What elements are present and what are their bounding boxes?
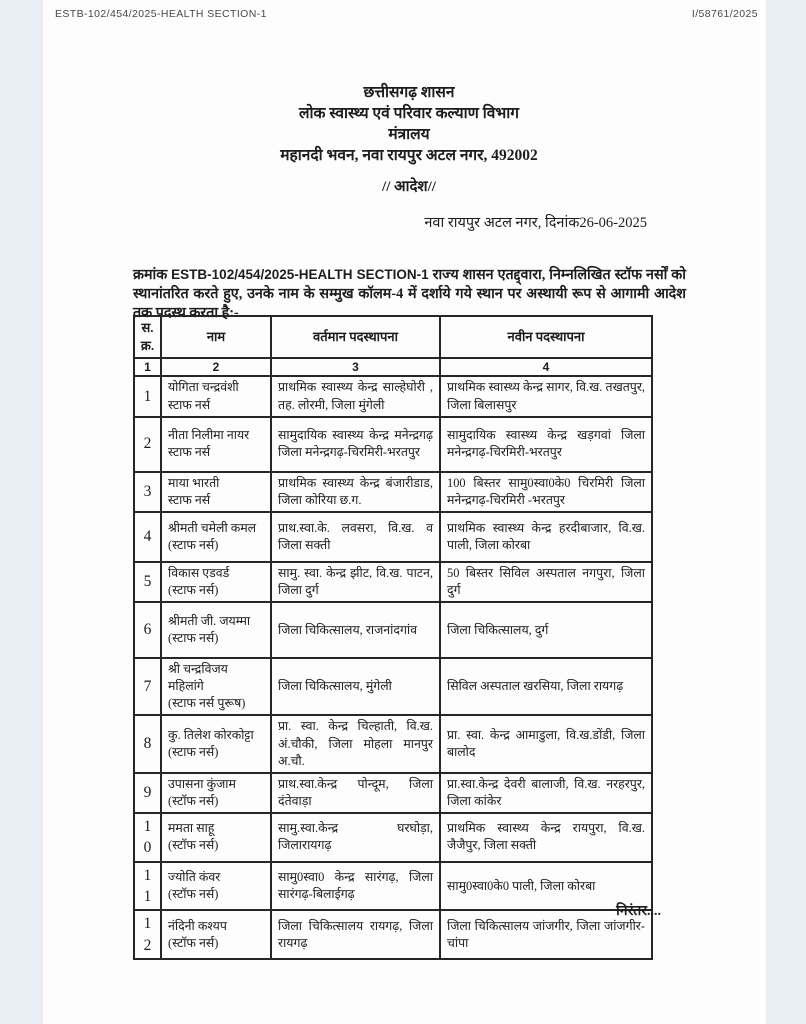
person-designation: (स्टाफ नर्स)	[168, 631, 219, 646]
person-designation: (स्टॉफ नर्स)	[168, 838, 219, 853]
cell-current-posting: जिला चिकित्सालय, राजनांदगांव	[271, 602, 440, 658]
person-name: ममता साहू	[168, 821, 215, 836]
cell-new-posting: जिला चिकित्सालय जांजगीर, जिला जांजगीर-चांपा	[440, 910, 652, 959]
order-title: // आदेश//	[382, 179, 436, 195]
cell-name	[161, 813, 271, 862]
place-date-line: नवा रायपुर अटल नगर, दिनांक26-06-2025	[424, 215, 647, 231]
column-number: 2	[161, 358, 271, 377]
table-row	[134, 715, 652, 772]
cell-name	[161, 773, 271, 813]
table-row	[134, 472, 652, 512]
cell-current-posting: सामुदायिक स्वास्थ्य केन्द्र मनेन्द्रगढ़ जिला मनेन्द्रगढ़-चिरमिरी-भरतपुर	[271, 417, 440, 472]
cell-serial: 3	[134, 472, 161, 512]
cell-serial: 12	[134, 910, 161, 959]
person-name: श्रीमती चमेली कमल	[168, 520, 257, 535]
transfer-table	[133, 315, 653, 960]
cell-serial: 9	[134, 773, 161, 813]
person-designation: (स्टॉफ नर्स)	[168, 793, 219, 808]
person-designation: (स्टाफ नर्स)	[168, 537, 219, 552]
intro-order-number: ESTB-102/454/2025-HEALTH SECTION-1	[171, 267, 429, 283]
table-row	[134, 512, 652, 562]
person-name: श्रीमती जी. जयम्मा	[168, 613, 251, 628]
file-reference-left: ESTB-102/454/2025-HEALTH SECTION-1	[55, 8, 267, 20]
cell-current-posting: प्राथमिक स्वास्थ्य केन्द्र साल्हेघोरी , तह. लोरमी, जिला मुंगेली	[271, 376, 440, 416]
cell-current-posting: सामु.स्वा.केन्द्र घरघोड़ा, जिलारायगढ़	[271, 813, 440, 862]
table-row	[134, 658, 652, 715]
header-new-posting: नवीन पदस्थापना	[440, 316, 652, 358]
cell-name	[161, 472, 271, 512]
table-row	[134, 602, 652, 658]
column-number: 3	[271, 358, 440, 377]
cell-new-posting: सामु0स्वा0के0 पाली, जिला कोरबा	[440, 862, 652, 911]
continuation-note: निरंतर....	[616, 904, 661, 919]
table-row	[134, 813, 652, 862]
column-number-row	[134, 358, 652, 377]
column-number: 1	[134, 358, 161, 377]
cell-name	[161, 417, 271, 472]
person-designation: (स्टाफ नर्स)	[168, 745, 219, 760]
letterhead-government: छत्तीसगढ़ शासन	[363, 84, 455, 101]
cell-name	[161, 715, 271, 772]
cell-name	[161, 376, 271, 416]
cell-new-posting: 50 बिस्तर सिविल अस्पताल नगपुरा, जिला दुर्ग	[440, 562, 652, 602]
cell-name	[161, 602, 271, 658]
cell-current-posting: प्राथमिक स्वास्थ्य केन्द्र बंजारीडाड, जिला कोरिया छ.ग.	[271, 472, 440, 512]
letterhead	[133, 82, 685, 166]
cell-serial: 10	[134, 813, 161, 862]
cell-new-posting: 100 बिस्तर सामु0स्वा0के0 चिरमिरी जिला मनेन्द्रगढ़-चिरमिरी -भरतपुर	[440, 472, 652, 512]
person-name: कु. तिलेश कोरकोट्टा	[168, 727, 254, 742]
cell-current-posting: जिला चिकित्सालय, मुंगेली	[271, 658, 440, 715]
cell-serial: 7	[134, 658, 161, 715]
cell-serial: 5	[134, 562, 161, 602]
cell-current-posting: प्राथ.स्वा.के. लवसरा, वि.ख. व जिला सक्ती	[271, 512, 440, 562]
person-designation: (स्टाफ नर्स पुरूष)	[168, 696, 246, 711]
cell-new-posting: सामुदायिक स्वास्थ्य केन्द्र खड़गवां जिला मनेन्द्रगढ़-चिरमिरी-भरतपुर	[440, 417, 652, 472]
cell-current-posting: प्राथ.स्वा.केन्द्र पोन्दूम, जिला दंतेवाड़ा	[271, 773, 440, 813]
column-number: 4	[440, 358, 652, 377]
table-row	[134, 376, 652, 416]
header-current-posting: वर्तमान पदस्थापना	[271, 316, 440, 358]
cell-serial: 8	[134, 715, 161, 772]
cell-name	[161, 512, 271, 562]
person-name: माया भारती	[168, 475, 220, 490]
cell-serial: 6	[134, 602, 161, 658]
cell-new-posting: प्रा.स्वा.केन्द्र देवरी बालाजी, वि.ख. नरहरपुर, जिला कांकेर	[440, 773, 652, 813]
header-serial: स. क्र.	[134, 316, 161, 358]
letterhead-department: लोक स्वास्थ्य एवं परिवार कल्याण विभाग	[299, 105, 519, 122]
person-designation: स्टाफ नर्स	[168, 492, 211, 507]
intro-body: राज्य शासन एतद्द्वारा, निम्नलिखित स्टॉफ नर्सों को स्थानांतरित करते हुए, उनके नाम के सम्मुख कॉलम-4 में दर्शाये गये स्थान पर अस्थायी रूप से आगामी आदेश तक पदस्थ करता है:-	[133, 267, 686, 322]
person-designation: (स्टाफ नर्स)	[168, 582, 219, 597]
document-page	[43, 0, 766, 1024]
person-designation: (स्टॉफ नर्स)	[168, 935, 219, 950]
cell-new-posting: प्राथमिक स्वास्थ्य केन्द्र सागर, वि.ख. तखतपुर, जिला बिलासपुर	[440, 376, 652, 416]
person-name: ज्योति कंवर	[168, 869, 221, 884]
cell-serial: 2	[134, 417, 161, 472]
table-row	[134, 417, 652, 472]
letterhead-address: महानदी भवन, नवा रायपुर अटल नगर, 492002	[280, 147, 538, 164]
person-name: विकास एडवर्ड	[168, 565, 230, 580]
intro-prefix: क्रमांक	[133, 267, 172, 284]
table-header-row	[134, 316, 652, 358]
reference-row	[43, 8, 766, 20]
person-name: श्री चन्द्रविजय महिलांगे	[168, 662, 228, 694]
cell-new-posting: प्रा. स्वा. केन्द्र आमाडुला, वि.ख.डोंडी, जिला बालोद	[440, 715, 652, 772]
cell-current-posting: सामु0स्वा0 केन्द्र सारंगढ़, जिला सारंगढ़-बिलाईगढ़	[271, 862, 440, 911]
person-name: नीता निलीमा नायर	[168, 428, 250, 443]
cell-new-posting: प्राथमिक स्वास्थ्य केन्द्र हरदीबाजार, वि.ख. पाली, जिला कोरबा	[440, 512, 652, 562]
file-reference-right: I/58761/2025	[691, 8, 758, 20]
table-row	[134, 773, 652, 813]
cell-serial: 1	[134, 376, 161, 416]
table-row	[134, 562, 652, 602]
person-designation: स्टाफ नर्स	[168, 397, 211, 412]
letterhead-ministry: मंत्रालय	[388, 126, 430, 143]
person-designation: (स्टॉफ नर्स)	[168, 887, 219, 902]
cell-name	[161, 562, 271, 602]
cell-name	[161, 658, 271, 715]
cell-new-posting: प्राथमिक स्वास्थ्य केन्द्र रायपुरा, वि.ख. जैजैपुर, जिला सक्ती	[440, 813, 652, 862]
cell-current-posting: जिला चिकित्सालय रायगढ़, जिला रायगढ़	[271, 910, 440, 959]
cell-current-posting: प्रा. स्वा. केन्द्र चिल्हाती, वि.ख. अं.चौकी, जिला मोहला मानपुर अ.चौ.	[271, 715, 440, 772]
cell-new-posting: जिला चिकित्सालय, दुर्ग	[440, 602, 652, 658]
cell-serial: 11	[134, 862, 161, 911]
header-name: नाम	[161, 316, 271, 358]
person-designation: स्टाफ नर्स	[168, 445, 211, 460]
cell-new-posting: सिविल अस्पताल खरसिया, जिला रायगढ़	[440, 658, 652, 715]
person-name: नंदिनी कश्यप	[168, 918, 227, 933]
person-name: योगिता चन्द्रवंशी	[168, 380, 239, 395]
cell-current-posting: सामु. स्वा. केन्द्र झीट, वि.ख. पाटन, जिला दुर्ग	[271, 562, 440, 602]
cell-serial: 4	[134, 512, 161, 562]
person-name: उपासना कुंजाम	[168, 776, 236, 791]
